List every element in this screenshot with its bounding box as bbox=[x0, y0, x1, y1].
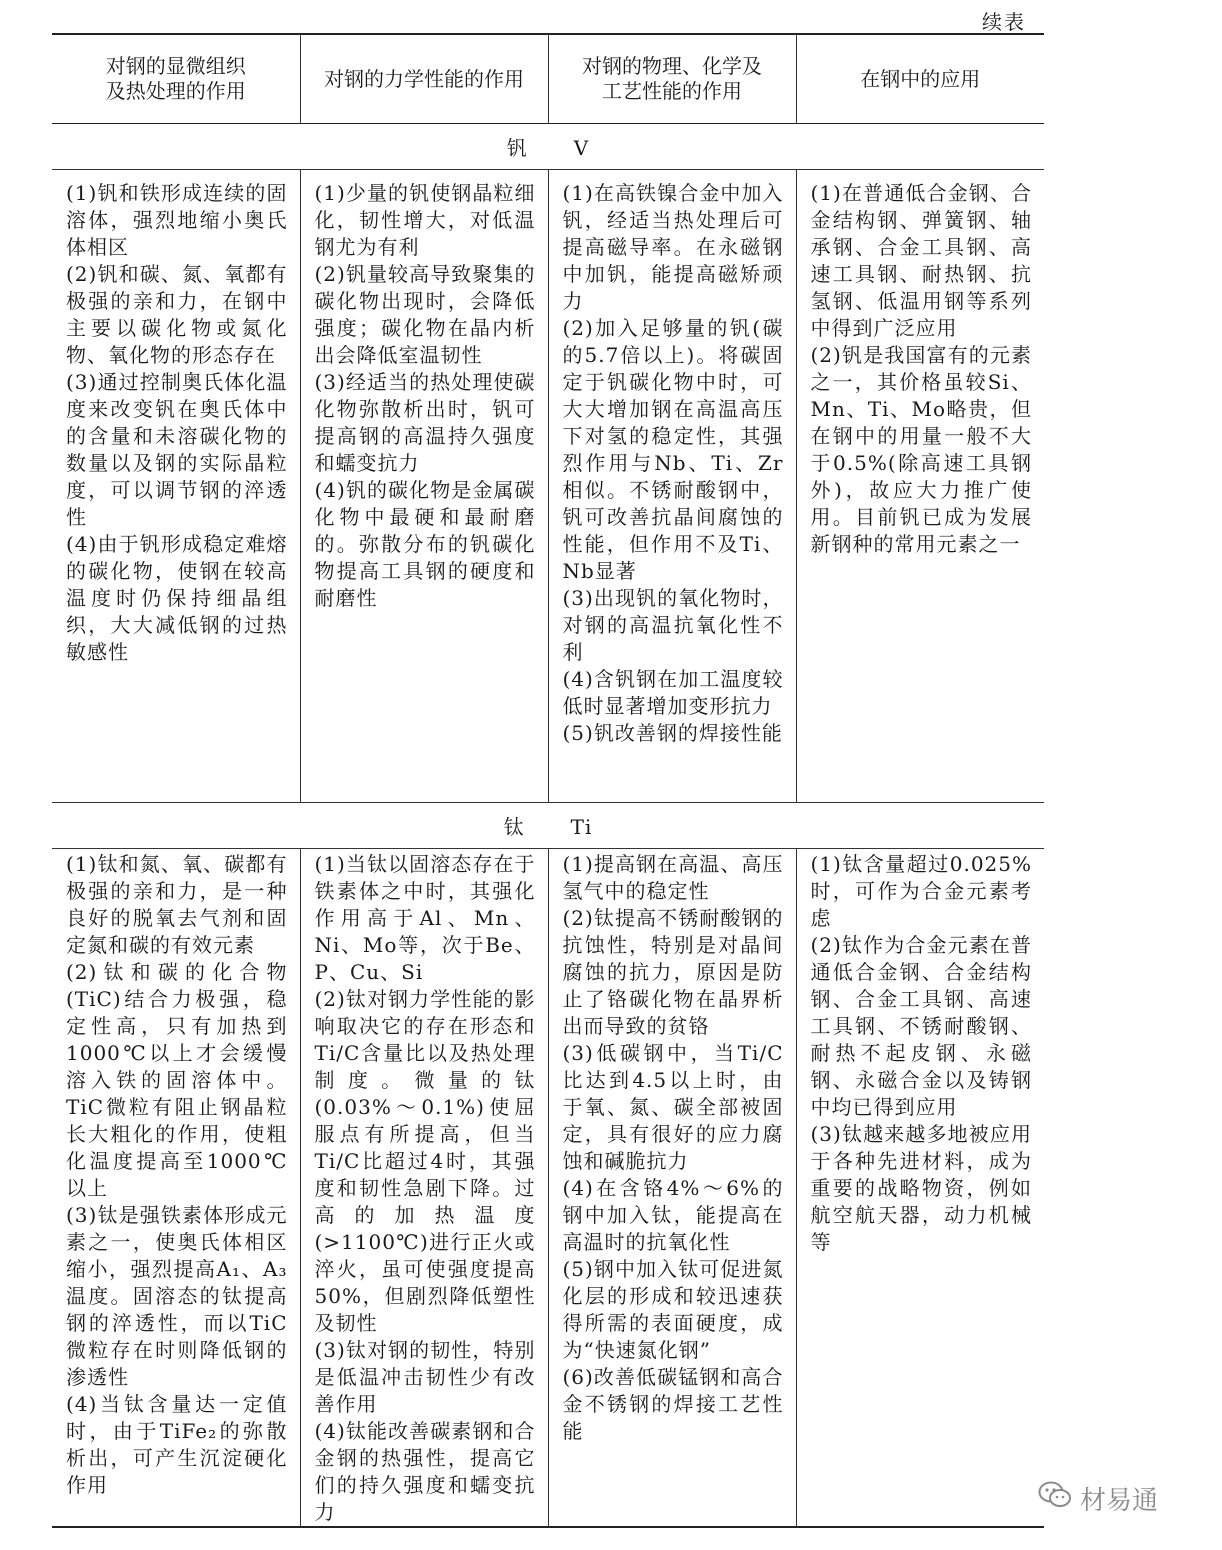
header-mechanical bbox=[300, 34, 548, 124]
list-item: (2)加入足够量的钒(碳的5.7倍以上)。将碳固定于钒碳化物中时，可大大增加钢在高温高压下对氢的稳定性，其强烈作用与Nb、Ti、Zr相似。不锈耐酸钢中，钒可改善抗晶间腐蚀的性能，但作用不及Ti、Nb显著 bbox=[562, 316, 784, 583]
watermark bbox=[1038, 1480, 1158, 1517]
list-item: (3)出现钒的氧化物时，对钢的高温抗氧化性不利 bbox=[562, 586, 784, 664]
header-label-line: 及热处理的作用 bbox=[105, 79, 246, 103]
list-item: (4)含钒钢在加工温度较低时显著增加变形抗力 bbox=[562, 667, 784, 718]
list-item: (1)在高铁镍合金中加入钒，经适当热处理后可提高磁导率。在永磁钢中加钒，能提高磁矫顽力 bbox=[562, 181, 784, 313]
section-symbol: V bbox=[573, 136, 590, 160]
wechat-icon bbox=[1038, 1480, 1072, 1517]
list-item: (3)低碳钢中，当Ti/C比达到4.5以上时，由于氧、氮、碳全部被固定，具有很好的应力腐蚀和碱脆抗力 bbox=[562, 1041, 784, 1173]
list-item: (2)钛对钢力学性能的影响取决它的存在形态和Ti/C含量比以及热处理制度。微量的钛(0.03%～0.1%)使屈服点有所提高，但当Ti/C比超过4时，其强度和韧性急剧下降。过高的加热温度(>1100℃)进行正火或淬火，虽可使强度提高50%，但剧烈降低塑性及韧性 bbox=[314, 987, 536, 1335]
header-row bbox=[52, 34, 1044, 124]
list-item: (2)钛作为合金元素在普通低合金钢、合金结构钢、合金工具钢、高速工具钢、不锈耐酸钢、耐热不起皮钢、永磁钢、永磁合金以及铸钢中均已得到应用 bbox=[810, 933, 1032, 1119]
list-item: (3)钛越来越多地被应用于各种先进材料，成为重要的战略物资，例如航空航天器，动力机械等 bbox=[810, 1122, 1032, 1254]
list-item: (5)钢中加入钛可促进氮化层的形成和较迅速获得所需的表面硬度，成为“快速氮化钢” bbox=[562, 1257, 784, 1362]
list-item: (1)当钛以固溶态存在于铁素体之中时，其强化作用高于Al、Mn、Ni、Mo等，次于Be、P、Cu、Si bbox=[314, 852, 536, 984]
section-row-titanium bbox=[52, 803, 1044, 849]
list-item: (1)钒和铁形成连续的固溶体，强烈地缩小奥氏体相区 bbox=[66, 181, 288, 259]
header-label-line: 对钢的显微组织 bbox=[105, 54, 246, 78]
list-item: (5)钒改善钢的焊接性能 bbox=[562, 721, 783, 745]
list-item: (2)钒量较高导致聚集的碳化物出现时，会降低强度；碳化物在晶内析出会降低室温韧性 bbox=[314, 262, 536, 367]
titanium-mechanical-cell bbox=[300, 849, 548, 1528]
list-item: (1)提高钢在高温、高压氢气中的稳定性 bbox=[562, 852, 784, 903]
section-name: 钒 bbox=[506, 136, 528, 160]
vanadium-microstructure-cell bbox=[52, 170, 300, 803]
list-item: (4)在含铬4%～6%的钢中加入钛，能提高在高温时的抗氧化性 bbox=[562, 1176, 784, 1254]
titanium-application-cell bbox=[796, 849, 1044, 1528]
list-item: (2)钛提高不锈耐酸钢的抗蚀性，特别是对晶间腐蚀的抗力，原因是防止了铬碳化物在晶界析出而导致的贫铬 bbox=[562, 906, 784, 1038]
section-title-titanium bbox=[52, 803, 1044, 849]
header-label-line: 在钢中的应用 bbox=[860, 66, 981, 91]
section-symbol: Ti bbox=[570, 815, 593, 839]
list-item: (3)通过控制奥氏体化温度来改变钒在奥氏体中的含量和未溶碳化物的数量以及钢的实际晶粒度，可以调节钢的淬透性 bbox=[66, 370, 288, 529]
section-name: 钛 bbox=[503, 815, 525, 839]
list-item: (1)钛和氮、氧、碳都有极强的亲和力，是一种良好的脱氧去气剂和固定氮和碳的有效元素 bbox=[66, 852, 288, 957]
list-item: (3)经适当的热处理使碳化物弥散析出时，钒可提高钢的高温持久强度和蠕变抗力 bbox=[314, 370, 536, 475]
header-physical-chemical bbox=[548, 34, 796, 124]
list-item: (2)钒是我国富有的元素之一，其价格虽较Si、Mn、Ti、Mo略贵，但在钢中的用量一般不大于0.5%(除高速工具钢外)，故应大力推广使用。目前钒已成为发展新钢种的常用元素之一 bbox=[810, 343, 1032, 556]
vanadium-content-row bbox=[52, 170, 1044, 803]
alloy-effects-table bbox=[52, 33, 1044, 1528]
vanadium-mechanical-cell bbox=[300, 170, 548, 803]
list-item: (1)在普通低合金钢、合金结构钢、弹簧钢、轴承钢、合金工具钢、高速工具钢、耐热钢、抗氢钢、低温用钢等系列中得到广泛应用 bbox=[810, 181, 1032, 340]
section-row-vanadium bbox=[52, 124, 1044, 170]
titanium-content-row bbox=[52, 849, 1044, 1528]
watermark-text: 材易通 bbox=[1080, 1486, 1159, 1516]
list-item: (4)钛能改善碳素钢和合金钢的热强性，提高它们的持久强度和蠕变抗力 bbox=[314, 1419, 536, 1524]
header-label-line: 对钢的力学性能的作用 bbox=[324, 66, 524, 91]
header-label-line: 工艺性能的作用 bbox=[602, 79, 742, 103]
titanium-physical-cell bbox=[548, 849, 796, 1528]
list-item: (6)改善低碳锰钢和高合金不锈钢的焊接工艺性能 bbox=[562, 1365, 784, 1443]
vanadium-application-cell bbox=[796, 170, 1044, 803]
list-item: (4)钒的碳化物是金属碳化物中最硬和最耐磨的。弥散分布的钒碳化物提高工具钢的硬度和耐磨性 bbox=[314, 478, 536, 610]
list-item: (3)钛是强铁素体形成元素之一，使奥氏体相区缩小，强烈提高A₁、A₃温度。固溶态的钛提高钢的淬透性，而以TiC微粒存在时则降低钢的渗透性 bbox=[66, 1203, 288, 1389]
list-item: (1)钛含量超过0.025%时，可作为合金元素考虑 bbox=[810, 852, 1032, 930]
list-item: (2)钒和碳、氮、氧都有极强的亲和力，在钢中主要以碳化物或氮化物、氧化物的形态存在 bbox=[66, 262, 288, 367]
header-application bbox=[796, 34, 1044, 124]
list-item: (4)由于钒形成稳定难熔的碳化物，使钢在较高温度时仍保持细晶组织，大大减低钢的过热敏感性 bbox=[66, 532, 288, 664]
titanium-microstructure-cell bbox=[52, 849, 300, 1528]
header-label-line: 对钢的物理、化学及 bbox=[582, 54, 762, 78]
continued-label: 续表 bbox=[982, 10, 1026, 34]
list-item: (4)当钛含量达一定值时，由于TiFe₂的弥散析出，可产生沉淀硬化作用 bbox=[66, 1392, 288, 1497]
vanadium-physical-cell bbox=[548, 170, 796, 803]
list-item: (2)钛和碳的化合物(TiC)结合力极强，稳定性高，只有加热到1000℃以上才会缓慢溶入铁的固溶体中。TiC微粒有阻止钢晶粒长大粗化的作用，使粗化温度提高至1000℃以上 bbox=[66, 960, 288, 1200]
list-item: (1)少量的钒使钢晶粒细化，韧性增大，对低温钢尤为有利 bbox=[314, 181, 536, 259]
header-microstructure bbox=[52, 34, 300, 124]
section-title-vanadium bbox=[52, 124, 1044, 170]
list-item: (3)钛对钢的韧性，特别是低温冲击韧性少有改善作用 bbox=[314, 1338, 536, 1416]
